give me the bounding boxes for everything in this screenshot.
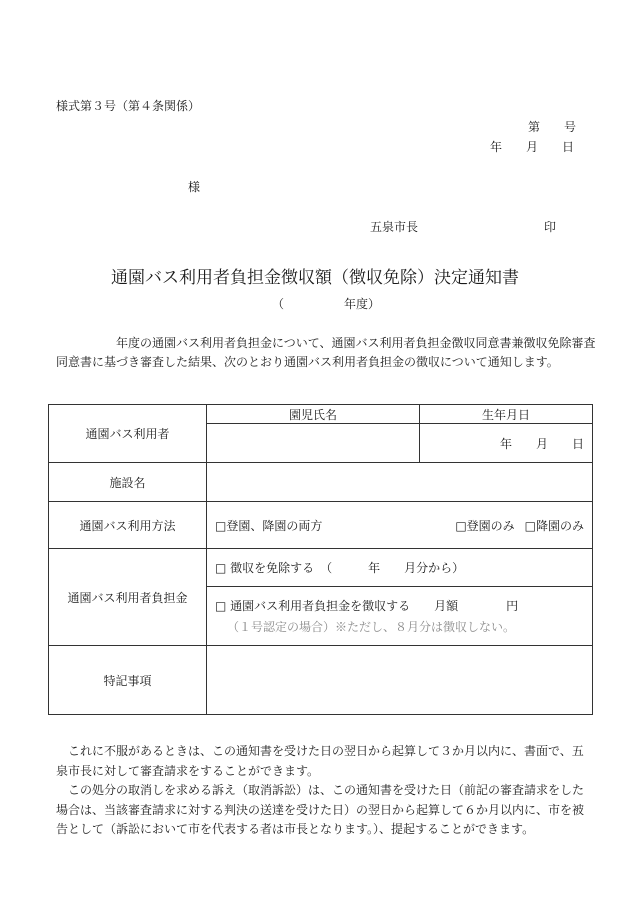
intro-text: 年度の通園バス利用者負担金について、通園バス利用者負担金徴収同意書兼徴収免除審査同意書に基づき審査した結果、次のとおり通園バス利用者負担金の徴収について通知します。 xyxy=(56,336,596,369)
birthdate-field[interactable] xyxy=(420,424,593,463)
issuer-name: 五泉市長 xyxy=(370,220,419,234)
form-number-label: 様式第３号（第４条関係） xyxy=(56,99,201,113)
bus-user-label: 通園バス利用者 xyxy=(49,405,207,463)
method-options xyxy=(207,502,593,549)
collect-option-text: □ 通園バス利用者負担金を徴収する 月額 円 xyxy=(215,599,519,613)
birthdate-placeholder: 年 月 日 xyxy=(499,436,584,451)
method-option-both[interactable]: □登園、降園の両方 xyxy=(215,518,323,533)
appeal-paragraph-2: この処分の取消しを求める訴え（取消訴訟）は、この通知書を受けた日（前記の審査請求をした場合は、当該審査請求に対する判決の送達を受けた日）の翌日から起算して６か月以内に、市を被告として（訴訟において市を代表する者は市長となります。）、提起することができます。 xyxy=(56,783,585,836)
method-option-pickup[interactable]: □登園のみ xyxy=(455,518,515,533)
exempt-option[interactable] xyxy=(207,549,593,587)
document-number-field: 第 号 xyxy=(528,120,577,134)
facility-field[interactable] xyxy=(207,463,593,502)
seal-mark: 印 xyxy=(544,220,557,234)
document-title: 通園バス利用者負担金徴収額（徴収免除）決定通知書 xyxy=(111,268,519,288)
method-option-dropoff[interactable]: □降園のみ xyxy=(524,518,584,533)
birthdate-header: 生年月日 xyxy=(420,405,593,424)
child-name-header: 園児氏名 xyxy=(207,405,420,424)
issue-date-field: 年 月 日 xyxy=(490,140,575,154)
appeal-paragraph-1: これに不服があるときは、この通知書を受けた日の翌日から起算して３か月以内に、書面で、五泉市長に対して審査請求をすることができます。 xyxy=(56,744,584,778)
remarks-field[interactable] xyxy=(207,646,593,715)
method-label: 通園バス利用方法 xyxy=(49,502,207,549)
collect-option[interactable] xyxy=(207,587,593,646)
addressee-suffix: 様 xyxy=(188,180,201,194)
intro-paragraph xyxy=(56,334,596,372)
fiscal-year-field: （ 年度） xyxy=(272,297,381,311)
child-name-field[interactable] xyxy=(207,424,420,463)
facility-label: 施設名 xyxy=(49,463,207,502)
remarks-label: 特記事項 xyxy=(49,646,207,715)
collect-note: （１号認定の場合）※ただし、８月分は徴収しない。 xyxy=(227,620,516,634)
appeal-notice xyxy=(56,742,594,840)
decision-table xyxy=(48,404,593,715)
exempt-option-text: □ 徴収を免除する （ 年 月分から） xyxy=(215,561,465,575)
charge-label: 通園バス利用者負担金 xyxy=(49,549,207,646)
